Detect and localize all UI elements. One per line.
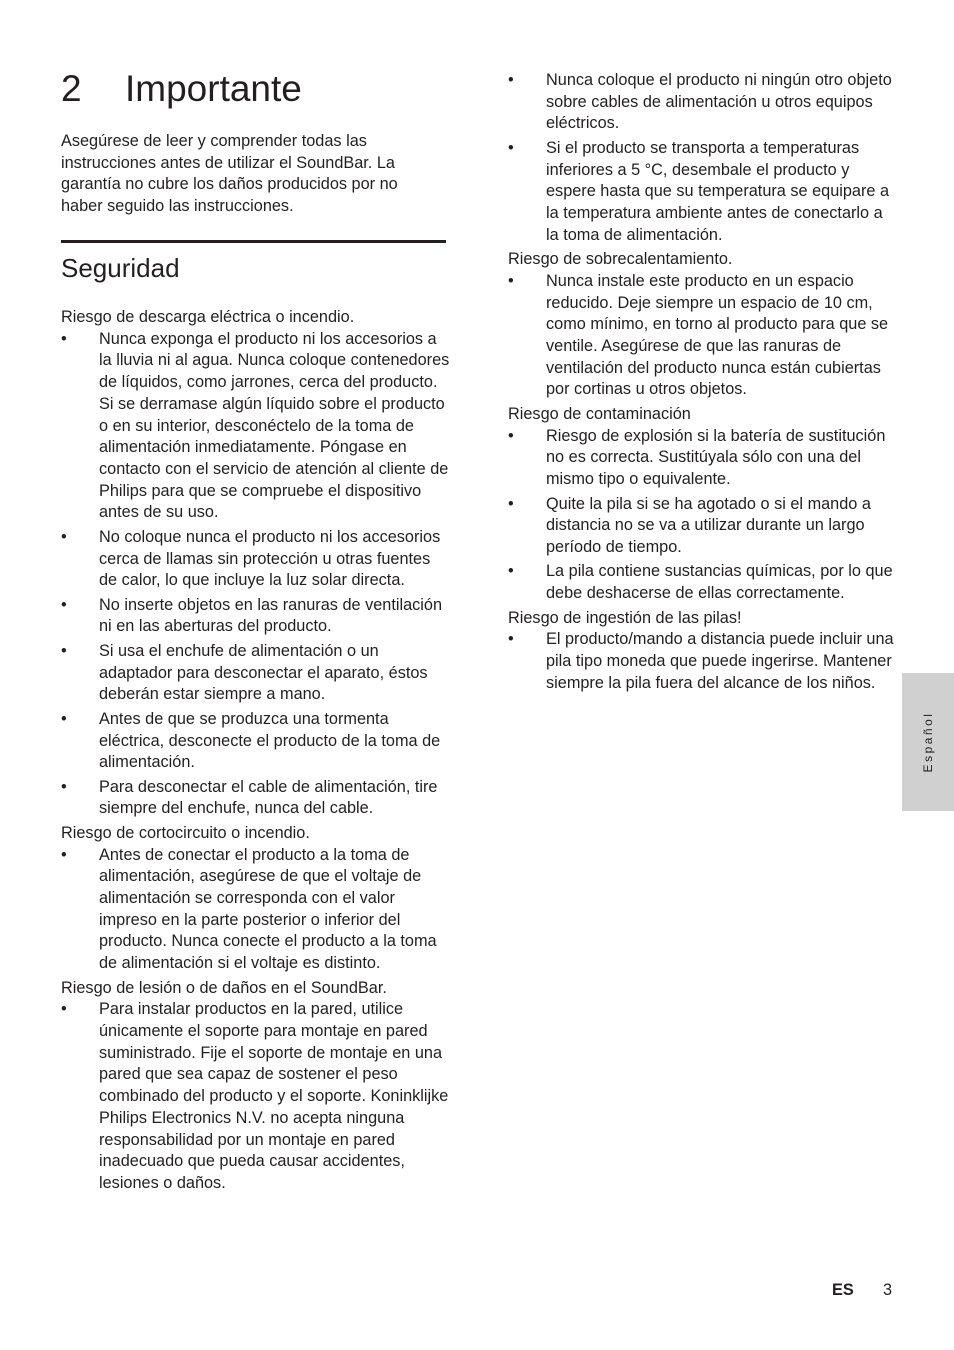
bullet-icon: • — [508, 138, 514, 157]
bullet-list-injury — [61, 999, 451, 1194]
intro-paragraph: Asegúrese de leer y comprender todas las instrucciones antes de utilizar el SoundBar. La garantía no cubre los daños producidos por no haber seguido las instrucciones. — [61, 132, 398, 216]
bullet-icon: • — [61, 595, 67, 614]
subheading-contamination: Riesgo de contaminación — [508, 404, 691, 423]
bullet-icon: • — [508, 71, 514, 89]
bullet-icon: • — [61, 527, 67, 546]
bullet-icon: • — [61, 709, 67, 728]
chapter-title: Importante — [125, 68, 302, 109]
list-item-text: Antes de conectar el producto a la toma de alimentación, asegúrese de que el voltaje de alimentación se corresponda con el valor impreso en la parte posterior o inferior del producto. Nunca conecte el producto a la toma de alimentación si el voltaje es distinto. — [99, 845, 437, 973]
bullet-list-electric-shock — [61, 329, 451, 820]
subheading-short-circuit: Riesgo de cortocircuito o incendio. — [61, 823, 310, 842]
bullet-icon: • — [508, 562, 514, 581]
bullet-icon: • — [61, 777, 67, 796]
list-item-text: Quite la pila si se ha agotado o si el mando a distancia no se va a utilizar durante un largo período de tiempo. — [546, 494, 871, 556]
list-item — [61, 641, 451, 706]
list-item — [61, 777, 451, 820]
language-side-tab-label: Español — [921, 711, 935, 773]
language-side-tab — [902, 673, 954, 811]
list-item-text: No inserte objetos en las ranuras de ventilación ni en las aberturas del producto. — [99, 595, 443, 636]
bullet-icon: • — [508, 271, 514, 290]
list-item — [61, 595, 451, 638]
bullet-icon: • — [61, 329, 67, 348]
list-item — [508, 70, 898, 135]
list-item — [508, 271, 898, 401]
list-item-text: El producto/mando a distancia puede incluir una pila tipo moneda que puede ingerirse. Mantener siempre la pila fuera del alcance de los niños. — [546, 630, 894, 692]
bullet-list-contamination — [508, 426, 898, 605]
list-item-text: Si usa el enchufe de alimentación o un adaptador para desconectar el aparato, éstos deberán estar siempre a mano. — [99, 641, 428, 704]
bullet-list-short-circuit — [61, 845, 451, 975]
subheading-electric-shock: Riesgo de descarga eléctrica o incendio. — [61, 308, 355, 326]
list-item — [508, 494, 898, 559]
bullet-icon: • — [508, 630, 514, 649]
footer-language-code: ES — [832, 1281, 854, 1299]
subheading-injury: Riesgo de lesión o de daños en el SoundBar. — [61, 978, 387, 997]
list-item-text: Nunca coloque el producto ni ningún otro objeto sobre cables de alimentación u otros equipos eléctricos. — [546, 71, 892, 133]
bullet-icon: • — [61, 845, 67, 864]
bullet-icon: • — [61, 641, 67, 660]
list-item-text: Riesgo de explosión si la batería de sustitución no es correcta. Sustitúyala sólo con una del mismo tipo o equivalente. — [546, 426, 886, 489]
list-item — [508, 629, 898, 694]
subheading-battery-ingestion: Riesgo de ingestión de las pilas! — [508, 608, 742, 627]
left-column — [61, 307, 451, 1197]
bullet-icon: • — [61, 1000, 67, 1019]
list-item — [61, 329, 451, 524]
right-column — [508, 70, 898, 697]
list-item-text: Nunca instale este producto en un espacio reducido. Deje siempre un espacio de 10 cm, como mínimo, en torno al producto para que se ventile. Asegúrese de que las ranuras de ventilación del producto nunca están cubiertas por cortinas u otros objetos. — [546, 271, 889, 399]
bullet-list-cables — [508, 70, 898, 246]
section-title: Seguridad — [61, 253, 180, 283]
list-item — [508, 426, 898, 491]
bullet-list-battery-ingestion — [508, 629, 898, 694]
list-item — [61, 527, 451, 592]
list-item — [61, 709, 451, 774]
list-item — [61, 845, 451, 975]
list-item — [508, 138, 898, 247]
bullet-icon: • — [508, 494, 514, 513]
list-item-text: Antes de que se produzca una tormenta eléctrica, desconecte el producto de la toma de alimentación. — [99, 709, 441, 772]
list-item-text: Para instalar productos en la pared, utilice únicamente el soporte para montaje en pared suministrado. Fije el soporte de montaje en una pared que sea capaz de sostener el peso combinado del producto y el soporte. Koninklijke Philips Electronics N.V. no acepta ninguna responsabilidad por un montaje en pared inadecuado que pueda causar accidentes, lesiones o daños. — [99, 1000, 449, 1192]
list-item-text: No coloque nunca el producto ni los accesorios cerca de llamas sin protección u otras fuentes de calor, lo que incluye la luz solar directa. — [99, 527, 441, 590]
chapter-number: 2 — [61, 68, 82, 109]
list-item-text: Para desconectar el cable de alimentación, tire siempre del enchufe, nunca del cable. — [99, 777, 438, 818]
section-divider — [61, 240, 446, 243]
list-item — [508, 561, 898, 604]
bullet-icon: • — [508, 426, 514, 445]
list-item — [61, 999, 451, 1194]
chapter-heading — [61, 66, 302, 112]
list-item-text: Si el producto se transporta a temperaturas inferiores a 5 °C, desembale el producto y espere hasta que su temperatura se equipare a la temperatura ambiente antes de conectarlo a la toma de alimentación. — [546, 138, 890, 244]
subheading-overheating: Riesgo de sobrecalentamiento. — [508, 250, 733, 269]
page-number: 3 — [883, 1281, 893, 1299]
list-item-text: Nunca exponga el producto ni los accesorios a la lluvia ni al agua. Nunca coloque contenedores de líquidos, como jarrones, cerca del producto. Si se derramase algún líquido sobre el producto o en su interior, desconéctelo de la toma de alimentación inmediatamente. Póngase en contacto con el servicio de atención al cliente de Philips para que se compruebe el dispositivo antes de su uso. — [99, 329, 450, 522]
list-item-text: La pila contiene sustancias químicas, por lo que debe deshacerse de ellas correctamente. — [546, 562, 893, 603]
bullet-list-overheating — [508, 271, 898, 401]
